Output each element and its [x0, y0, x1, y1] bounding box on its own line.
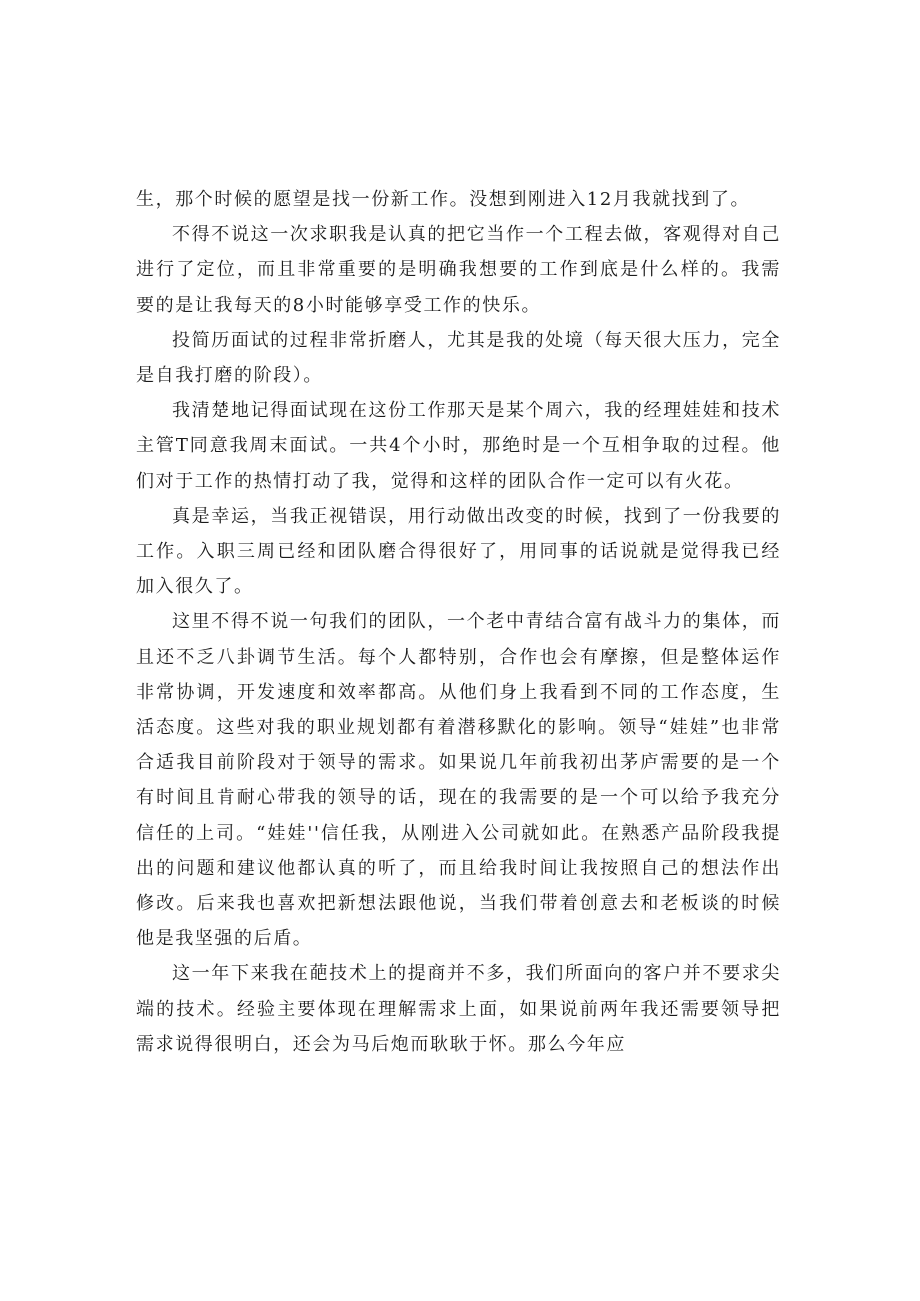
- document-page: [136, 182, 781, 1062]
- paragraph-5: 真是幸运，当我正视错误，用行动做出改变的时候，找到了一份我要的工作。入职三周已经和团队磨合得很好了，用同事的话说就是觉得我已经加入很久了。: [136, 505, 781, 598]
- paragraph-3: 投简历面试的过程非常折磨人，尤其是我的处境（每天很大压力，完全是自我打磨的阶段）。: [136, 329, 781, 387]
- paragraph-4: 我清楚地记得面试现在这份工作那天是某个周六，我的经理娃娃和技术主管T同意我周末面试。一共4个小时，那绝时是一个互相争取的过程。他们对于工作的热情打动了我，觉得和这样的团队合作一定可以有火花。: [136, 400, 781, 492]
- paragraph-7: 这一年下来我在葩技术上的提商并不多，我们所面向的客户并不要求尖端的技术。经验主要体现在理解需求上面，如果说前两年我还需要领导把需求说得很明白，还会为马后炮而耿耿于怀。那么今年应: [136, 963, 781, 1055]
- paragraph-6: 这里不得不说一句我们的团队，一个老中青结合富有战斗力的集体，而且还不乏八卦调节生活。每个人都特别，合作也会有摩擦，但是整体运作非常协调，开发速度和效率都高。从他们身上我看到不同的工作态度，生活态度。这些对我的职业规划都有着潜移默化的影响。领导“娃娃”也非常合适我目前阶段对于领导的需求。如果说几年前我初出茅庐需要的是一个有时间且肯耐心带我的领导的话，现在的我需要的是一个可以给予我充分信任的上司。“娃娃''信任我，从刚进入公司就如此。在熟悉产品阶段我提出的问题和建议他都认真的听了，而且给我时间让我按照自己的想法作出修改。后来我也喜欢把新想法跟他说，当我们带着创意去和老板谈的时候他是我坚强的后盾。: [136, 611, 781, 950]
- paragraph-2: 不得不说这一次求职我是认真的把它当作一个工程去做，客观得对自己进行了定位，而且非常重要的是明确我想要的工作到底是什么样的。我需要的是让我每天的8小时能够享受工作的快乐。: [136, 224, 781, 316]
- paragraph-1: 生，那个时候的愿望是找一份新工作。没想到刚进入12月我就找到了。: [136, 189, 751, 210]
